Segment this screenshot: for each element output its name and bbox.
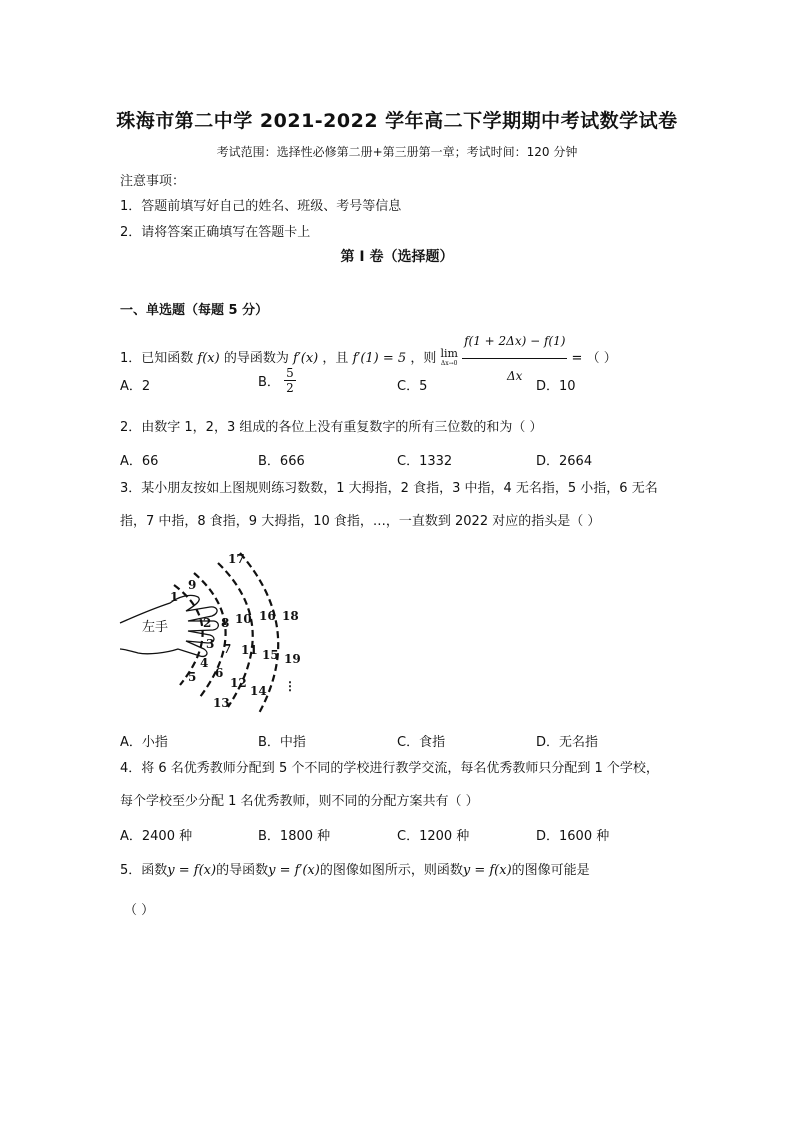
part-title: 一、单选题（每题 5 分）	[120, 303, 269, 318]
hand-counting-figure	[118, 545, 318, 720]
count-9: 9	[188, 578, 197, 592]
count-11: 11	[241, 643, 258, 657]
q2-option-c[interactable]: C．1332	[397, 454, 453, 469]
count-8: 8	[221, 616, 230, 630]
q1-mid3: ，则	[410, 351, 437, 366]
notes-item-1: 1．答题前填写好自己的姓名、班级、考号等信息	[120, 199, 402, 214]
section-title: 第 I 卷（选择题）	[340, 249, 454, 265]
q4-option-a[interactable]: A．2400 种	[120, 829, 193, 844]
q1-denominator: Δx	[507, 369, 523, 383]
question-4-line-2: 每个学校至少分配 1 名优秀教师，则不同的分配方案共有（ ）	[120, 794, 479, 809]
count-17: 17	[228, 552, 245, 566]
count-1: 1	[170, 590, 179, 604]
count-6: 6	[215, 666, 224, 680]
q1-prefix: 1．已知函数	[120, 351, 194, 366]
question-3-line-1: 3．某小朋友按如上图规则练习数数，1 大拇指，2 食指，3 中指，4 无名指，5 小指，6 无名	[120, 481, 658, 496]
count-5: 5	[188, 670, 197, 684]
q5-expr-3: y = f(x)	[462, 863, 512, 878]
q1-option-b-label: B．	[258, 375, 280, 390]
q5-answer-paren: （ ）	[124, 903, 155, 918]
q3-option-d[interactable]: D．无名指	[536, 735, 599, 750]
q4-option-b[interactable]: B．1800 种	[258, 829, 331, 844]
question-4-line-1: 4．将 6 名优秀教师分配到 5 个不同的学校进行教学交流，每名优秀教师只分配到 1 个学校，	[120, 761, 659, 776]
q1-mid1: 的导函数为	[223, 351, 289, 366]
q4-option-c[interactable]: C．1200 种	[397, 829, 470, 844]
q1-option-c[interactable]: C．5	[397, 379, 428, 394]
count-2: 2	[203, 616, 212, 630]
count-7: 7	[223, 642, 232, 656]
count-18: 18	[282, 609, 299, 623]
q3-option-c[interactable]: C．食指	[397, 735, 446, 750]
count-16: 16	[259, 609, 276, 623]
q2-option-b[interactable]: B．666	[258, 454, 305, 469]
page-title: 珠海市第二中学 2021-2022 学年高二下学期期中考试数学试卷	[116, 110, 678, 132]
q1-option-b-fraction	[284, 366, 296, 395]
q4-option-d[interactable]: D．1600 种	[536, 829, 610, 844]
question-5	[120, 859, 590, 878]
question-3-line-2: 指，7 中指，8 食指，9 大拇指，10 食指，…，一直数到 2022 对应的指头是（ ）	[120, 514, 601, 529]
q2-option-a[interactable]: A．66	[120, 454, 159, 469]
q5-part-1: 5．函数	[120, 863, 168, 878]
q1-numerator: f(1 + 2Δx) − f(1)	[462, 324, 567, 359]
q1-option-a[interactable]: A．2	[120, 379, 151, 394]
hand-label: 左手	[142, 620, 169, 635]
q1-lim-text: lim	[440, 346, 458, 360]
q1-fx: f(x)	[197, 351, 220, 366]
q1-option-d[interactable]: D．10	[536, 379, 576, 394]
q2-option-d[interactable]: D．2664	[536, 454, 593, 469]
q5-part-4: 的图像可能是	[511, 863, 590, 878]
q1-limit	[440, 346, 458, 369]
count-14: 14	[250, 684, 267, 698]
count-10: 10	[235, 612, 252, 626]
exam-scope: 考试范围：选择性必修第二册+第三册第一章；考试时间：120 分钟	[216, 145, 578, 159]
q1-condition: f′(1) = 5	[352, 351, 407, 366]
q1-fpx: f′(x)	[293, 351, 319, 366]
count-ellipsis: ⋮	[284, 679, 296, 693]
q1-mid2: ，且	[322, 351, 349, 366]
q3-option-b[interactable]: B．中指	[258, 735, 306, 750]
q1-option-b[interactable]	[258, 366, 296, 395]
q1-lim-sub: Δx→0	[440, 359, 458, 367]
q5-expr-2: y = f′(x)	[268, 863, 320, 878]
count-4: 4	[200, 656, 209, 670]
q5-expr-1: y = f(x)	[167, 863, 217, 878]
q1-option-b-den: 2	[286, 381, 294, 395]
count-15: 15	[262, 648, 279, 662]
count-13: 13	[213, 696, 230, 710]
notes-item-2: 2．请将答案正确填写在答题卡上	[120, 225, 311, 240]
q5-part-2: 的导函数	[216, 863, 269, 878]
q1-option-b-num: 5	[286, 366, 294, 380]
q1-tail: = （ ）	[571, 351, 617, 366]
q3-option-a[interactable]: A．小指	[120, 735, 168, 750]
notes-heading: 注意事项：	[120, 174, 186, 189]
q5-part-3: 的图像如图所示，则函数	[319, 863, 463, 878]
count-19: 19	[284, 652, 301, 666]
count-3: 3	[206, 637, 215, 651]
question-2: 2．由数字 1，2，3 组成的各位上没有重复数字的所有三位数的和为（ ）	[120, 420, 543, 435]
count-12: 12	[230, 676, 247, 690]
